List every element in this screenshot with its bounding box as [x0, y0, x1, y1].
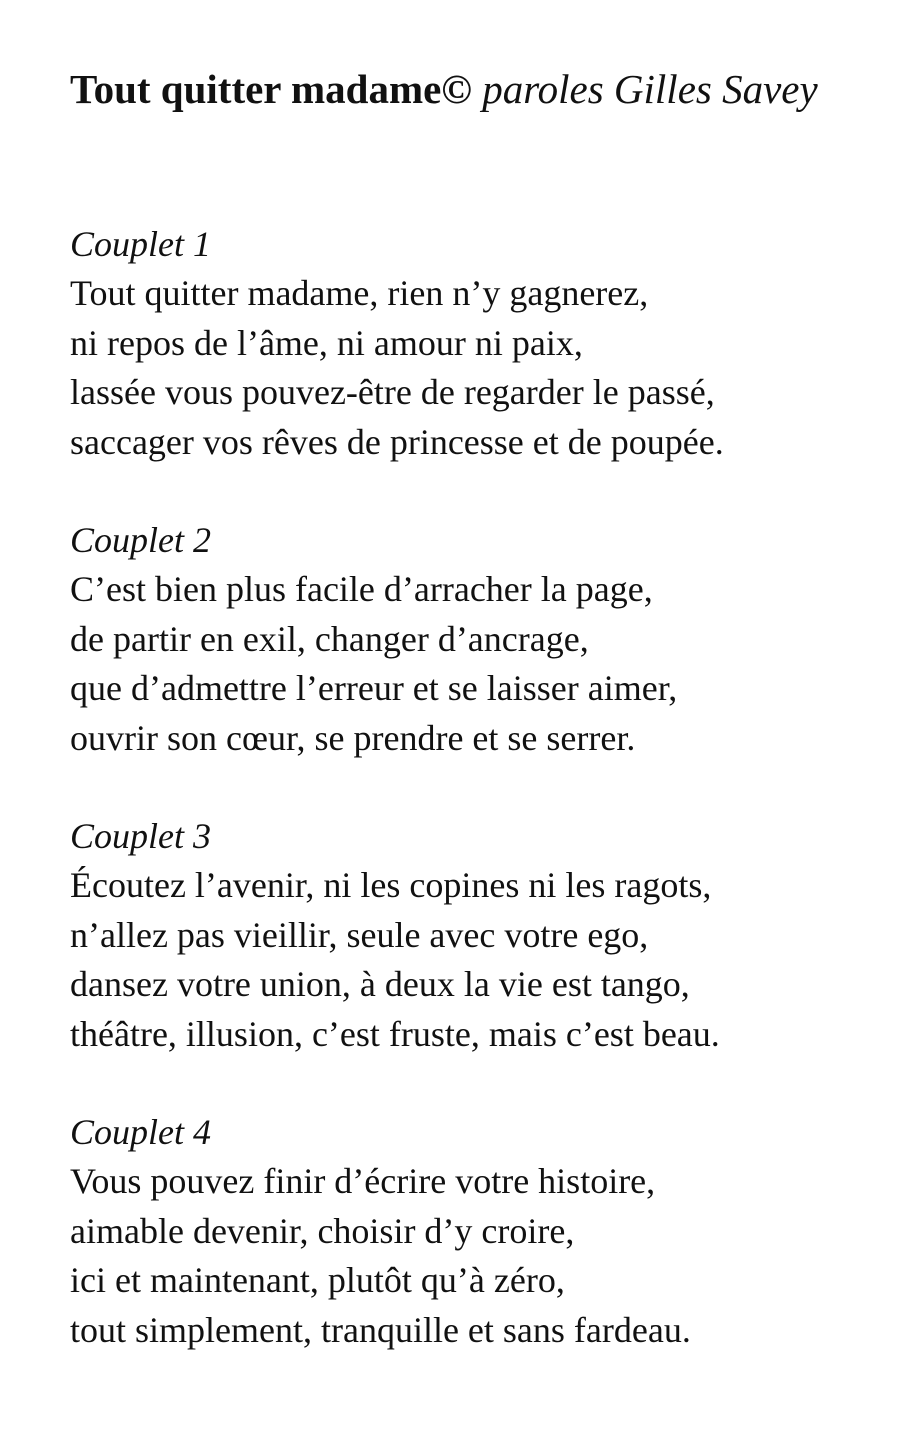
couplet-heading: Couplet 3: [70, 816, 211, 856]
verse-line: Tout quitter madame, rien n’y gagnerez,: [70, 273, 649, 313]
verse-line: tout simplement, tranquille et sans fardeau.: [70, 1309, 691, 1350]
verse-line: ouvrir son cœur, se prendre et se serrer.: [70, 717, 636, 758]
couplet-2: [70, 516, 890, 763]
lyricist-credit: paroles Gilles Savey: [482, 66, 818, 112]
verse-line: n’allez pas vieillir, seule avec votre ego,: [70, 914, 649, 955]
couplet-heading: Couplet 4: [70, 1112, 211, 1152]
verse-line: théâtre, illusion, c’est fruste, mais c’est beau.: [70, 1013, 720, 1054]
song-title: Tout quitter madame©: [70, 66, 472, 112]
couplet-1: [70, 220, 890, 467]
couplet-3: [70, 812, 890, 1059]
verse-line: ici et maintenant, plutôt qu’à zéro,: [70, 1260, 565, 1300]
couplet-heading: Couplet 2: [70, 520, 211, 560]
verse-line: saccager vos rêves de princesse et de poupée.: [70, 421, 724, 462]
verse-line: ni repos de l’âme, ni amour ni paix,: [70, 322, 583, 363]
verse-line: dansez votre union, à deux la vie est tango,: [70, 964, 690, 1004]
page-title: [70, 58, 890, 120]
verse-line: que d’admettre l’erreur et se laisser aimer,: [70, 668, 678, 708]
couplet-heading: Couplet 1: [70, 224, 211, 264]
verse-line: C’est bien plus facile d’arracher la page,: [70, 569, 653, 609]
verse-line: de partir en exil, changer d’ancrage,: [70, 618, 589, 659]
verse-line: aimable devenir, choisir d’y croire,: [70, 1210, 575, 1251]
verse-line: Vous pouvez finir d’écrire votre histoire,: [70, 1161, 656, 1201]
couplets-container: [70, 220, 890, 1355]
lyrics-page: [70, 58, 890, 1404]
verse-line: lassée vous pouvez-être de regarder le passé,: [70, 372, 715, 412]
verse-line: Écoutez l’avenir, ni les copines ni les ragots,: [70, 865, 712, 905]
couplet-4: [70, 1108, 890, 1355]
